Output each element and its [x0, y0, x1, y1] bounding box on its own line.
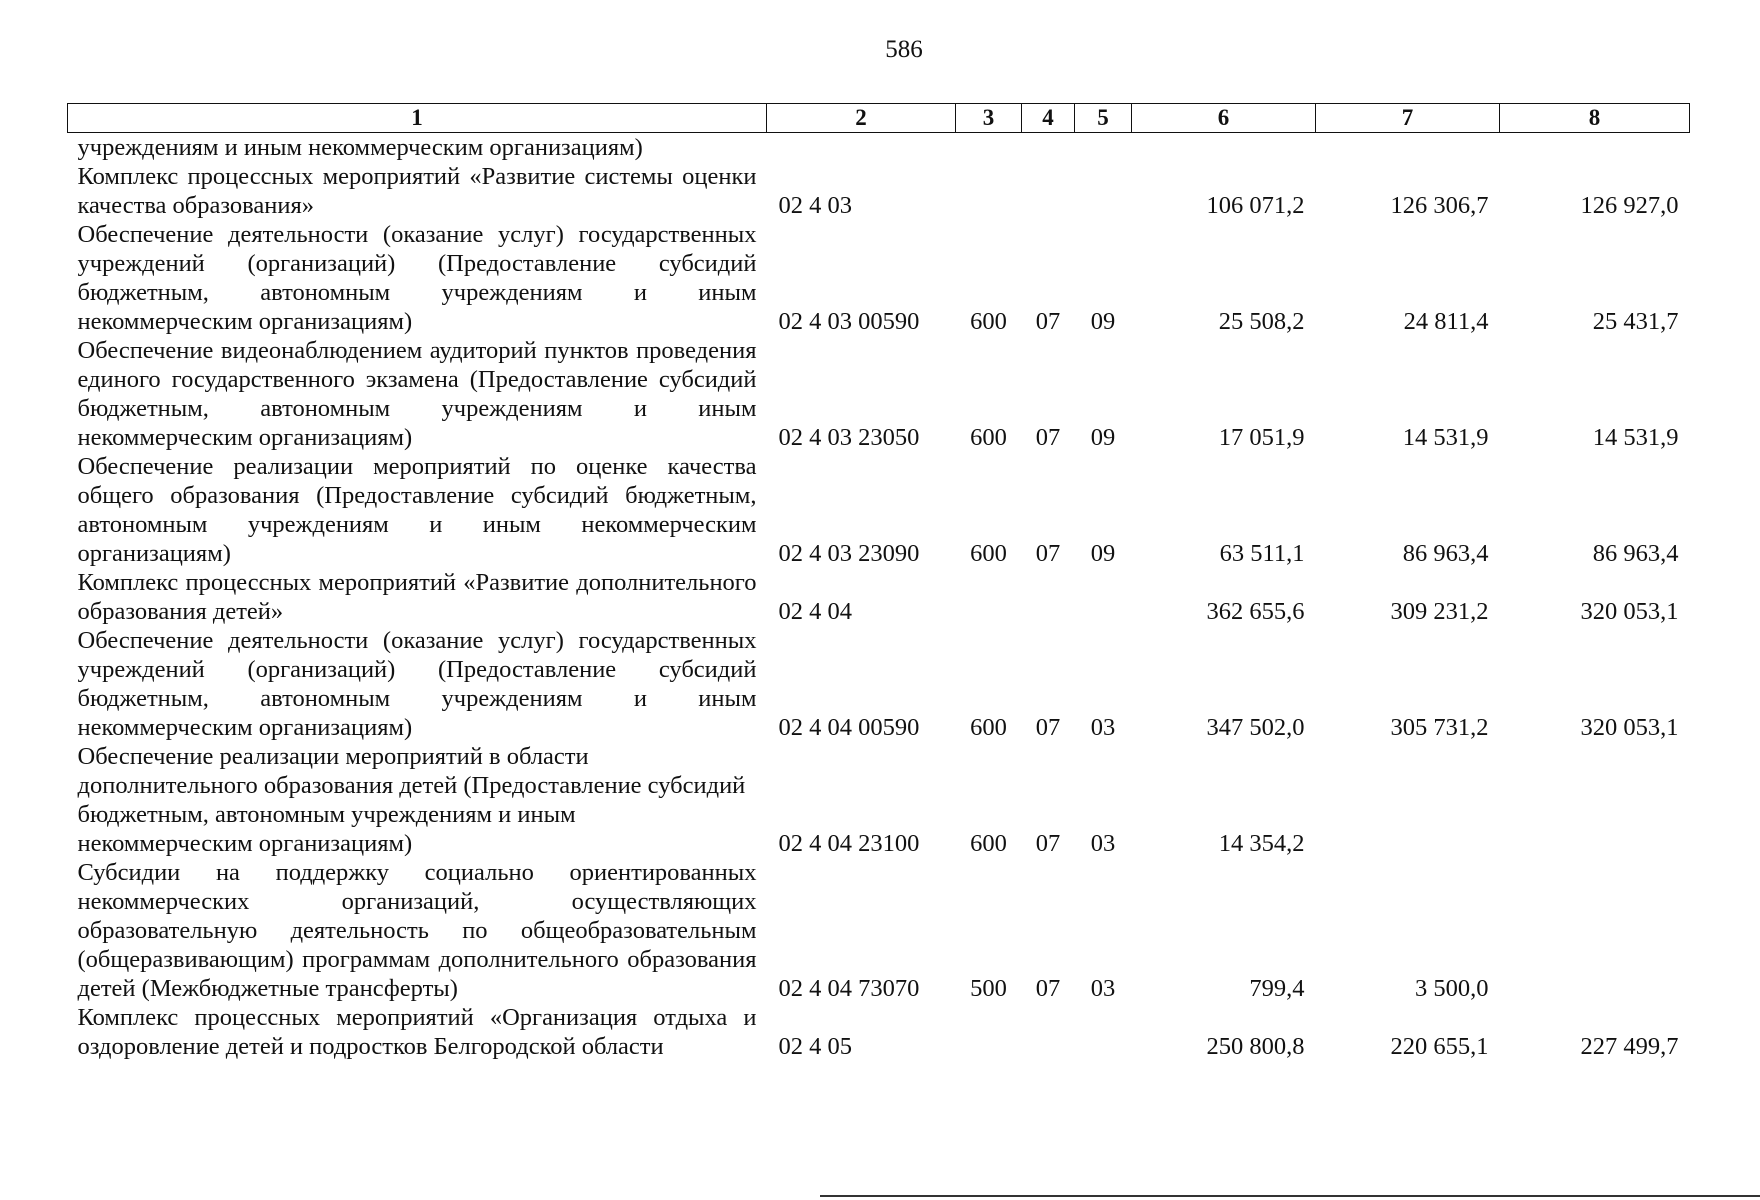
cell-target-article — [767, 133, 956, 163]
cell-name: Комплекс процессных мероприятий «Организация отдыха и оздоровление детей и подростков Белгородской области — [77, 1004, 757, 1060]
cell-amount-col7: 86 963,4 — [1402, 540, 1489, 567]
table-row — [68, 626, 1690, 742]
table-row — [68, 1003, 1690, 1061]
column-header-5: 5 — [1075, 104, 1132, 133]
table-row — [68, 220, 1690, 336]
table-row — [68, 452, 1690, 568]
cell-amount-col8: 25 431,7 — [1592, 308, 1679, 335]
column-header-4: 4 — [1022, 104, 1075, 133]
cell-amount-col7: 3 500,0 — [1415, 975, 1489, 1002]
cell-amount-col7: 24 811,4 — [1403, 308, 1489, 335]
cell-expense-type: 500 — [970, 975, 1007, 1002]
cell-section: 07 — [1035, 830, 1061, 857]
column-header-6: 6 — [1132, 104, 1316, 133]
cell-section: 07 — [1035, 424, 1061, 451]
cell-expense-type — [956, 1003, 1022, 1061]
cell-target-article: 02 4 04 — [778, 598, 852, 625]
cell-amount-col6: 63 511,1 — [1219, 540, 1305, 567]
table-row — [68, 858, 1690, 1003]
cell-subsection: 09 — [1090, 308, 1116, 335]
table-row — [68, 133, 1690, 163]
cell-name: Субсидии на поддержку социально ориентированных некоммерческих организаций, осуществляющих образовательную деятельность по общеобразовательным (общеразвивающим) программам дополнительного образования детей (Межбюджетные трансферты) — [77, 859, 757, 1002]
cell-amount-col7 — [1316, 742, 1500, 858]
cell-section — [1022, 133, 1075, 163]
cell-section — [1022, 1003, 1075, 1061]
cell-amount-col8 — [1500, 133, 1690, 163]
cell-target-article: 02 4 03 23050 — [778, 424, 920, 451]
cell-amount-col8: 86 963,4 — [1592, 540, 1679, 567]
cell-name: Обеспечение деятельности (оказание услуг) государственных учреждений (организаций) (Предоставление субсидий бюджетным, автономным учреждениям и иным некоммерческим организациям) — [77, 627, 757, 741]
column-header-8: 8 — [1500, 104, 1690, 133]
cell-expense-type — [956, 133, 1022, 163]
cell-subsection: 03 — [1090, 830, 1116, 857]
cell-name: Комплекс процессных мероприятий «Развитие системы оценки качества образования» — [77, 163, 757, 219]
cell-expense-type: 600 — [970, 424, 1007, 451]
header-row — [68, 104, 1690, 133]
cell-section: 07 — [1035, 714, 1061, 741]
cell-amount-col7: 305 731,2 — [1390, 714, 1489, 741]
cell-subsection — [1075, 162, 1132, 220]
page-number: 586 — [885, 36, 923, 63]
cell-target-article: 02 4 03 23090 — [778, 540, 920, 567]
budget-table — [67, 103, 1690, 1061]
cell-amount-col8: 14 531,9 — [1592, 424, 1679, 451]
cell-amount-col6: 14 354,2 — [1218, 830, 1305, 857]
cell-name: Обеспечение реализации мероприятий по оценке качества общего образования (Предоставление субсидий бюджетным, автономным учреждениям и иным некоммерческим организациям) — [77, 453, 757, 567]
cell-subsection: 03 — [1090, 975, 1116, 1002]
cell-target-article: 02 4 04 73070 — [778, 975, 920, 1002]
scan-edge-line — [820, 1195, 1760, 1197]
cell-amount-col8 — [1500, 742, 1690, 858]
cell-subsection — [1075, 1003, 1132, 1061]
cell-expense-type: 600 — [970, 830, 1007, 857]
cell-section — [1022, 162, 1075, 220]
cell-target-article: 02 4 03 — [778, 192, 852, 219]
cell-expense-type: 600 — [970, 714, 1007, 741]
column-header-2: 2 — [767, 104, 956, 133]
cell-expense-type — [956, 568, 1022, 626]
cell-name: Комплекс процессных мероприятий «Развитие дополнительного образования детей» — [77, 569, 757, 625]
table-body — [68, 133, 1690, 1062]
cell-subsection: 09 — [1090, 424, 1116, 451]
cell-target-article: 02 4 04 23100 — [778, 830, 920, 857]
cell-section — [1022, 568, 1075, 626]
cell-amount-col6 — [1132, 133, 1316, 163]
cell-name: Обеспечение деятельности (оказание услуг) государственных учреждений (организаций) (Предоставление субсидий бюджетным, автономным учреждениям и иным некоммерческим организациям) — [77, 221, 757, 335]
column-header-1: 1 — [68, 104, 767, 133]
cell-section: 07 — [1035, 308, 1061, 335]
cell-name: Обеспечение реализации мероприятий в области дополнительного образования детей (Предоставление субсидий бюджетным, автономным учреждениям и иным некоммерческим организациям) — [77, 743, 746, 857]
cell-section: 07 — [1035, 975, 1061, 1002]
column-header-7: 7 — [1316, 104, 1500, 133]
cell-amount-col8: 320 053,1 — [1580, 714, 1679, 741]
cell-subsection: 03 — [1090, 714, 1116, 741]
cell-amount-col7: 126 306,7 — [1390, 192, 1489, 219]
table-row — [68, 336, 1690, 452]
cell-target-article: 02 4 03 00590 — [778, 308, 920, 335]
cell-amount-col6: 17 051,9 — [1218, 424, 1305, 451]
cell-target-article: 02 4 04 00590 — [778, 714, 920, 741]
cell-amount-col6: 250 800,8 — [1206, 1033, 1305, 1060]
cell-amount-col8: 227 499,7 — [1580, 1033, 1679, 1060]
table-row — [68, 162, 1690, 220]
cell-subsection: 09 — [1090, 540, 1116, 567]
cell-amount-col6: 106 071,2 — [1206, 192, 1305, 219]
cell-amount-col7: 309 231,2 — [1390, 598, 1489, 625]
cell-amount-col7: 220 655,1 — [1390, 1033, 1489, 1060]
cell-subsection — [1075, 133, 1132, 163]
cell-name: учреждениям и иным некоммерческим организациям) — [77, 134, 643, 161]
cell-subsection — [1075, 568, 1132, 626]
table-row — [68, 568, 1690, 626]
cell-amount-col7 — [1316, 133, 1500, 163]
cell-expense-type: 600 — [970, 540, 1007, 567]
cell-amount-col6: 799,4 — [1249, 975, 1305, 1002]
cell-name: Обеспечение видеонаблюдением аудиторий пунктов проведения единого государственного экзамена (Предоставление субсидий бюджетным, автономным учреждениям и иным некоммерческим организациям) — [77, 337, 757, 451]
column-header-3: 3 — [956, 104, 1022, 133]
cell-target-article: 02 4 05 — [778, 1033, 852, 1060]
cell-amount-col8 — [1500, 858, 1690, 1003]
cell-amount-col6: 347 502,0 — [1206, 714, 1305, 741]
cell-expense-type: 600 — [970, 308, 1007, 335]
cell-amount-col7: 14 531,9 — [1402, 424, 1489, 451]
cell-amount-col6: 362 655,6 — [1206, 598, 1305, 625]
cell-expense-type — [956, 162, 1022, 220]
cell-amount-col8: 126 927,0 — [1580, 192, 1679, 219]
cell-amount-col8: 320 053,1 — [1580, 598, 1679, 625]
cell-amount-col6: 25 508,2 — [1218, 308, 1305, 335]
table-row — [68, 742, 1690, 858]
cell-section: 07 — [1035, 540, 1061, 567]
